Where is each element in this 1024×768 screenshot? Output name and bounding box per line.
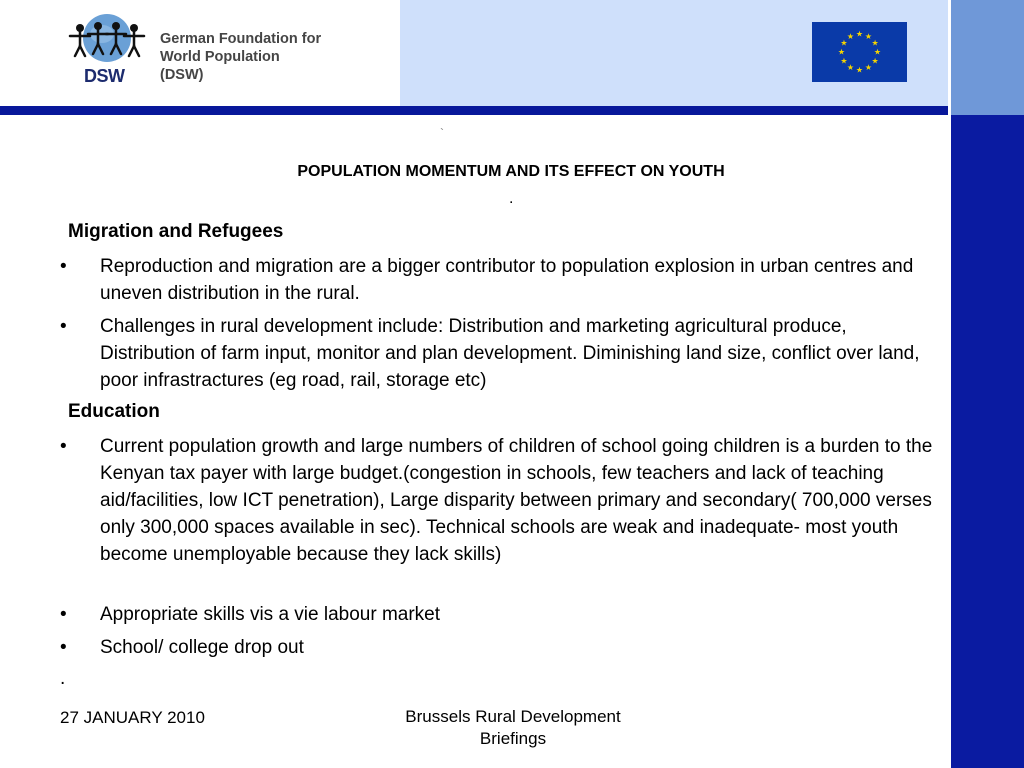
eu-flag-icon <box>812 22 907 82</box>
right-bar-top <box>948 0 1024 115</box>
footer-event-line2: Briefings <box>479 729 547 748</box>
star-icon: ★ <box>846 63 855 73</box>
header-divider-bar <box>0 106 948 115</box>
star-icon: ★ <box>846 31 855 41</box>
right-bar-separator <box>948 0 951 768</box>
star-icon: ★ <box>855 65 864 75</box>
bullet-mark: • <box>60 604 67 625</box>
star-icon: ★ <box>840 56 848 66</box>
bullet-text: Reproduction and migration are a bigger contributor to population explosion in urban centres and uneven distribution in the rural. <box>100 256 914 304</box>
bullet-mark: • <box>60 316 67 337</box>
bullet-mark: • <box>60 637 67 658</box>
footer-event-line1: Brussels Rural Development <box>405 707 621 726</box>
bullet-text: Challenges in rural development include: Distribution and marketing agricultural produce, Distribution of farm input, monitor and plan development. Diminishing land size, conflict over land, poor infrastractures (eg road, rail, storage etc) <box>100 316 920 391</box>
bullet-text: School/ college drop out <box>100 637 304 658</box>
dsw-logo <box>62 10 322 96</box>
star-icon: ★ <box>864 31 873 41</box>
org-name-line1: German Foundation for <box>160 31 322 47</box>
star-icon: ★ <box>864 63 873 73</box>
stray-mark: ` <box>440 126 444 140</box>
star-icon: ★ <box>871 38 879 48</box>
people-globe-logo-icon <box>62 10 152 70</box>
right-accent-bar <box>948 115 1024 768</box>
eu-stars <box>812 22 907 82</box>
bullet-text: Current population growth and large numbers of children of school going children is a burden to the Kenyan tax payer with large budget.(congestion in schools, few teachers and lack of teaching aid/facilities, low ICT penetration), Large disparity between primary and secondary( 700,000 verses only 300,000 spaces available in sec). Technical schools are weak and inadequate- most youth become unemployable because they lack skills) <box>100 436 933 565</box>
slide-title: POPULATION MOMENTUM AND ITS EFFECT ON YOUTH <box>297 163 725 180</box>
bullet-mark: • <box>60 256 67 277</box>
section-heading-migration: Migration and Refugees <box>68 221 284 242</box>
section-heading-education: Education <box>68 401 160 422</box>
bullet-mark: • <box>60 436 67 457</box>
bullet-text: Appropriate skills vis a vie labour market <box>100 604 441 625</box>
org-name-line2: World Population (DSW) <box>160 49 280 83</box>
title-dot: . <box>509 190 514 207</box>
star-icon: ★ <box>873 47 882 57</box>
trailing-dot: . <box>60 668 66 689</box>
footer-date: 27 JANUARY 2010 <box>60 708 205 727</box>
star-icon: ★ <box>855 29 864 39</box>
star-icon: ★ <box>837 47 846 57</box>
org-name <box>160 30 322 84</box>
org-acronym: DSW <box>84 66 125 86</box>
star-icon: ★ <box>871 56 879 66</box>
footer-event <box>380 706 646 750</box>
star-icon: ★ <box>840 38 848 48</box>
